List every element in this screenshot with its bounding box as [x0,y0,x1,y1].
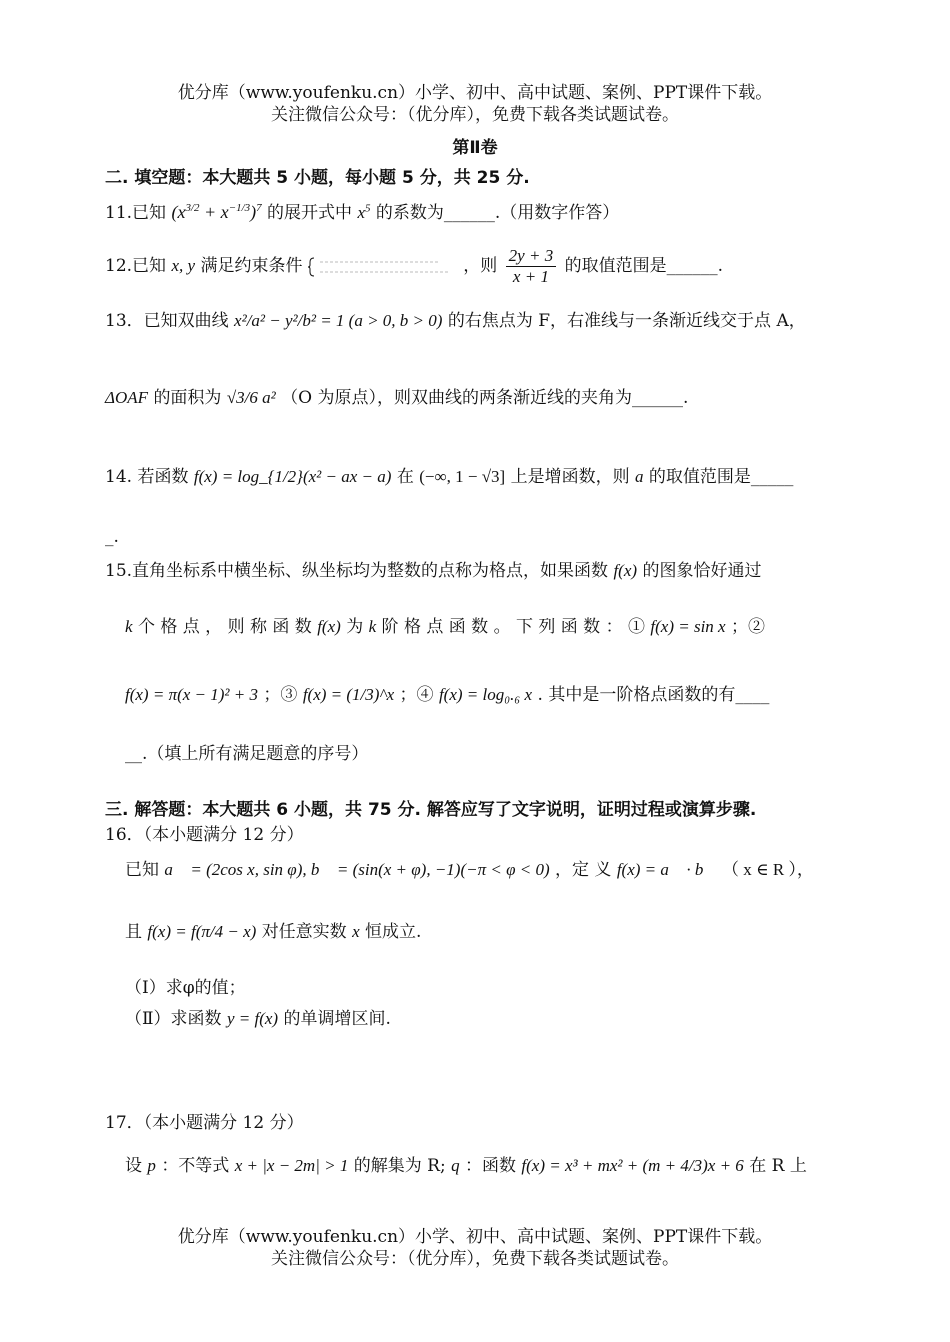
question-14-wrap: _. [105,527,119,547]
q13-eq: x²/a² − y²/b² = 1 (a > 0, b > 0) [234,311,443,330]
q16-given: 已知 [125,860,159,880]
question-13 [105,306,850,331]
q11-prefix: 11.已知 [105,203,167,223]
q17-d: ：函数 [465,1156,517,1176]
q17-p: p [147,1156,156,1175]
constraint-brace-icon [308,256,458,278]
q11-term: $x^5$ [357,202,371,222]
q12-frac-den: x + 1 [512,267,549,286]
q16-part2-b: 的单调增区间. [283,1009,391,1029]
q15-f2: f(x) = π(x − 1)² + 3 [125,685,258,704]
q15-line1-end: 的图象恰好通过 [642,561,762,581]
q15-f4: f(x) = log₀.₆ x [438,685,533,704]
q15-line2-d: ；② [731,617,766,637]
volume-title: 第Ⅱ卷 [452,138,498,158]
question-15-line-4: __.（填上所有满足题意的序号） [125,744,369,764]
q16-part-1: （Ⅰ）求φ的值； [125,978,246,998]
q16-given-line [125,855,850,880]
q12-mid: 满足约束条件 [200,256,303,276]
q17-header: 17．（本小题满分 12 分） [105,1113,304,1133]
question-14 [105,462,850,487]
header-line-1: 优分库（www.youfenku.cn）小学、初中、高中试题、案例、PPT课件下载。 [177,83,773,103]
q13-area: √3/6 a² [226,388,276,407]
q16-define: ，定 义 [555,860,612,880]
q15-line2-c: 阶 格 点 函 数 。 下 列 函 数 ： ① [381,617,645,637]
q17-e: 在 R 上 [749,1156,807,1176]
q16-part2-func: y = f(x) [226,1009,279,1028]
q15-line1-func: f(x) [613,561,638,580]
q15-line2-b: 为 [346,617,364,637]
q17-b: ：不等式 [161,1156,230,1176]
q15-line1: 15.直角坐标系中横坐标、纵坐标均为整数的点称为格点，如果函数 [105,561,609,581]
q15-circ3: ；③ [263,685,298,705]
q16-and: 且 [125,922,142,942]
q17-a: 设 [125,1156,142,1176]
q16-part2-a: （Ⅱ）求函数 [125,1009,222,1029]
question-11 [105,198,850,223]
q13-line2-mid: 的面积为 [153,388,222,408]
q16-header: 16．（本小题满分 12 分） [105,825,304,845]
q15-circ4: ；④ [399,685,434,705]
q16-cond: f(x) = f(π/4 − x) [147,922,257,941]
q15-k: k [125,617,133,636]
question-12 [105,246,850,287]
q14-var: a [635,467,644,486]
q11-suffix: 的系数为______.（用数字作答） [375,203,620,223]
q17-ineq: x + |x − 2m| > 1 [234,1156,349,1175]
q15-line2-func: f(x) [317,617,341,636]
q16-condition-line [125,917,850,942]
q13-suffix: 的右焦点为 F，右准线与一条渐近线交于点 A， [447,311,806,331]
footer-line-1: 优分库（www.youfenku.cn）小学、初中、高中试题、案例、PPT课件下载。 [177,1227,773,1247]
q15-f3: f(x) = (1/3)^x [302,685,395,704]
q11-expr: $(x^{3/2} + x^{-1/3})^7$ [171,202,262,222]
constraint-system-image [308,256,458,278]
q16-var: x [352,922,360,941]
question-15-line-3 [125,680,850,705]
question-13-line-2 [105,383,850,408]
question-15 [105,556,850,581]
q13-triangle: ΔOAF [105,388,149,407]
q12-frac-num: 2y + 3 [506,246,557,267]
q12-suffix: 的取值范围是______. [564,256,724,276]
q16-domain: （ x ∈ R ）， [722,860,814,879]
q15-line3-end: . 其中是一阶格点函数的有____ [537,685,770,705]
q17-q: q [451,1156,460,1175]
section-3-title: 三. 解答题：本大题共 6 小题，共 75 分. 解答应写了文字说明，证明过程或演算步骤. [105,800,757,820]
q16-part-2 [125,1004,870,1029]
q17-c: 的解集为 R; [353,1156,446,1176]
q16-fdef: f(x) = a⃗ · b⃗ [616,860,717,879]
q16-vectors: a⃗ = (2cos x, sin φ), b⃗ = (sin(x + φ), −1)(−π < φ < 0) [164,860,550,879]
section-2-title: 二. 填空题：本大题共 5 小题，每小题 5 分，共 25 分. [105,168,530,188]
q15-f1: f(x) = sin x [650,617,726,636]
q14-suffix: 上是增函数，则 [510,467,630,487]
q14-end: 的取值范围是_____ [648,467,794,487]
q15-k-2: k [368,617,377,636]
header-line-2: 关注微信公众号：（优分库），免费下载各类试题试卷。 [271,105,679,125]
q16-cond-end: 对任意实数 [261,922,347,942]
q12-after: ，则 [463,256,498,276]
q12-fraction [506,246,557,287]
q13-line2-suffix: （O 为原点），则双曲线的两条渐近线的夹角为______. [281,388,689,408]
q11-mid: 的展开式中 [267,203,353,223]
q14-prefix: 14. 若函数 [105,467,189,487]
q15-line2-a: 个 格 点 ， 则 称 函 数 [137,617,312,637]
q13-prefix: 13．已知双曲线 [105,311,229,331]
q14-mid: 在 [396,467,414,487]
q17-func: f(x) = x³ + mx² + (m + 4/3)x + 6 [521,1156,744,1175]
q17-line [125,1151,850,1176]
q14-interval: (−∞, 1 − √3] [419,467,506,486]
q12-vars: x, y [171,256,196,275]
footer-line-2: 关注微信公众号：（优分库），免费下载各类试题试卷。 [271,1249,679,1269]
question-15-line-2 [125,612,850,637]
q14-func: f(x) = log_{1/2}(x² − ax − a) [193,467,392,486]
q12-prefix: 12.已知 [105,256,167,276]
q16-cond-tail: 恒成立. [365,922,422,942]
